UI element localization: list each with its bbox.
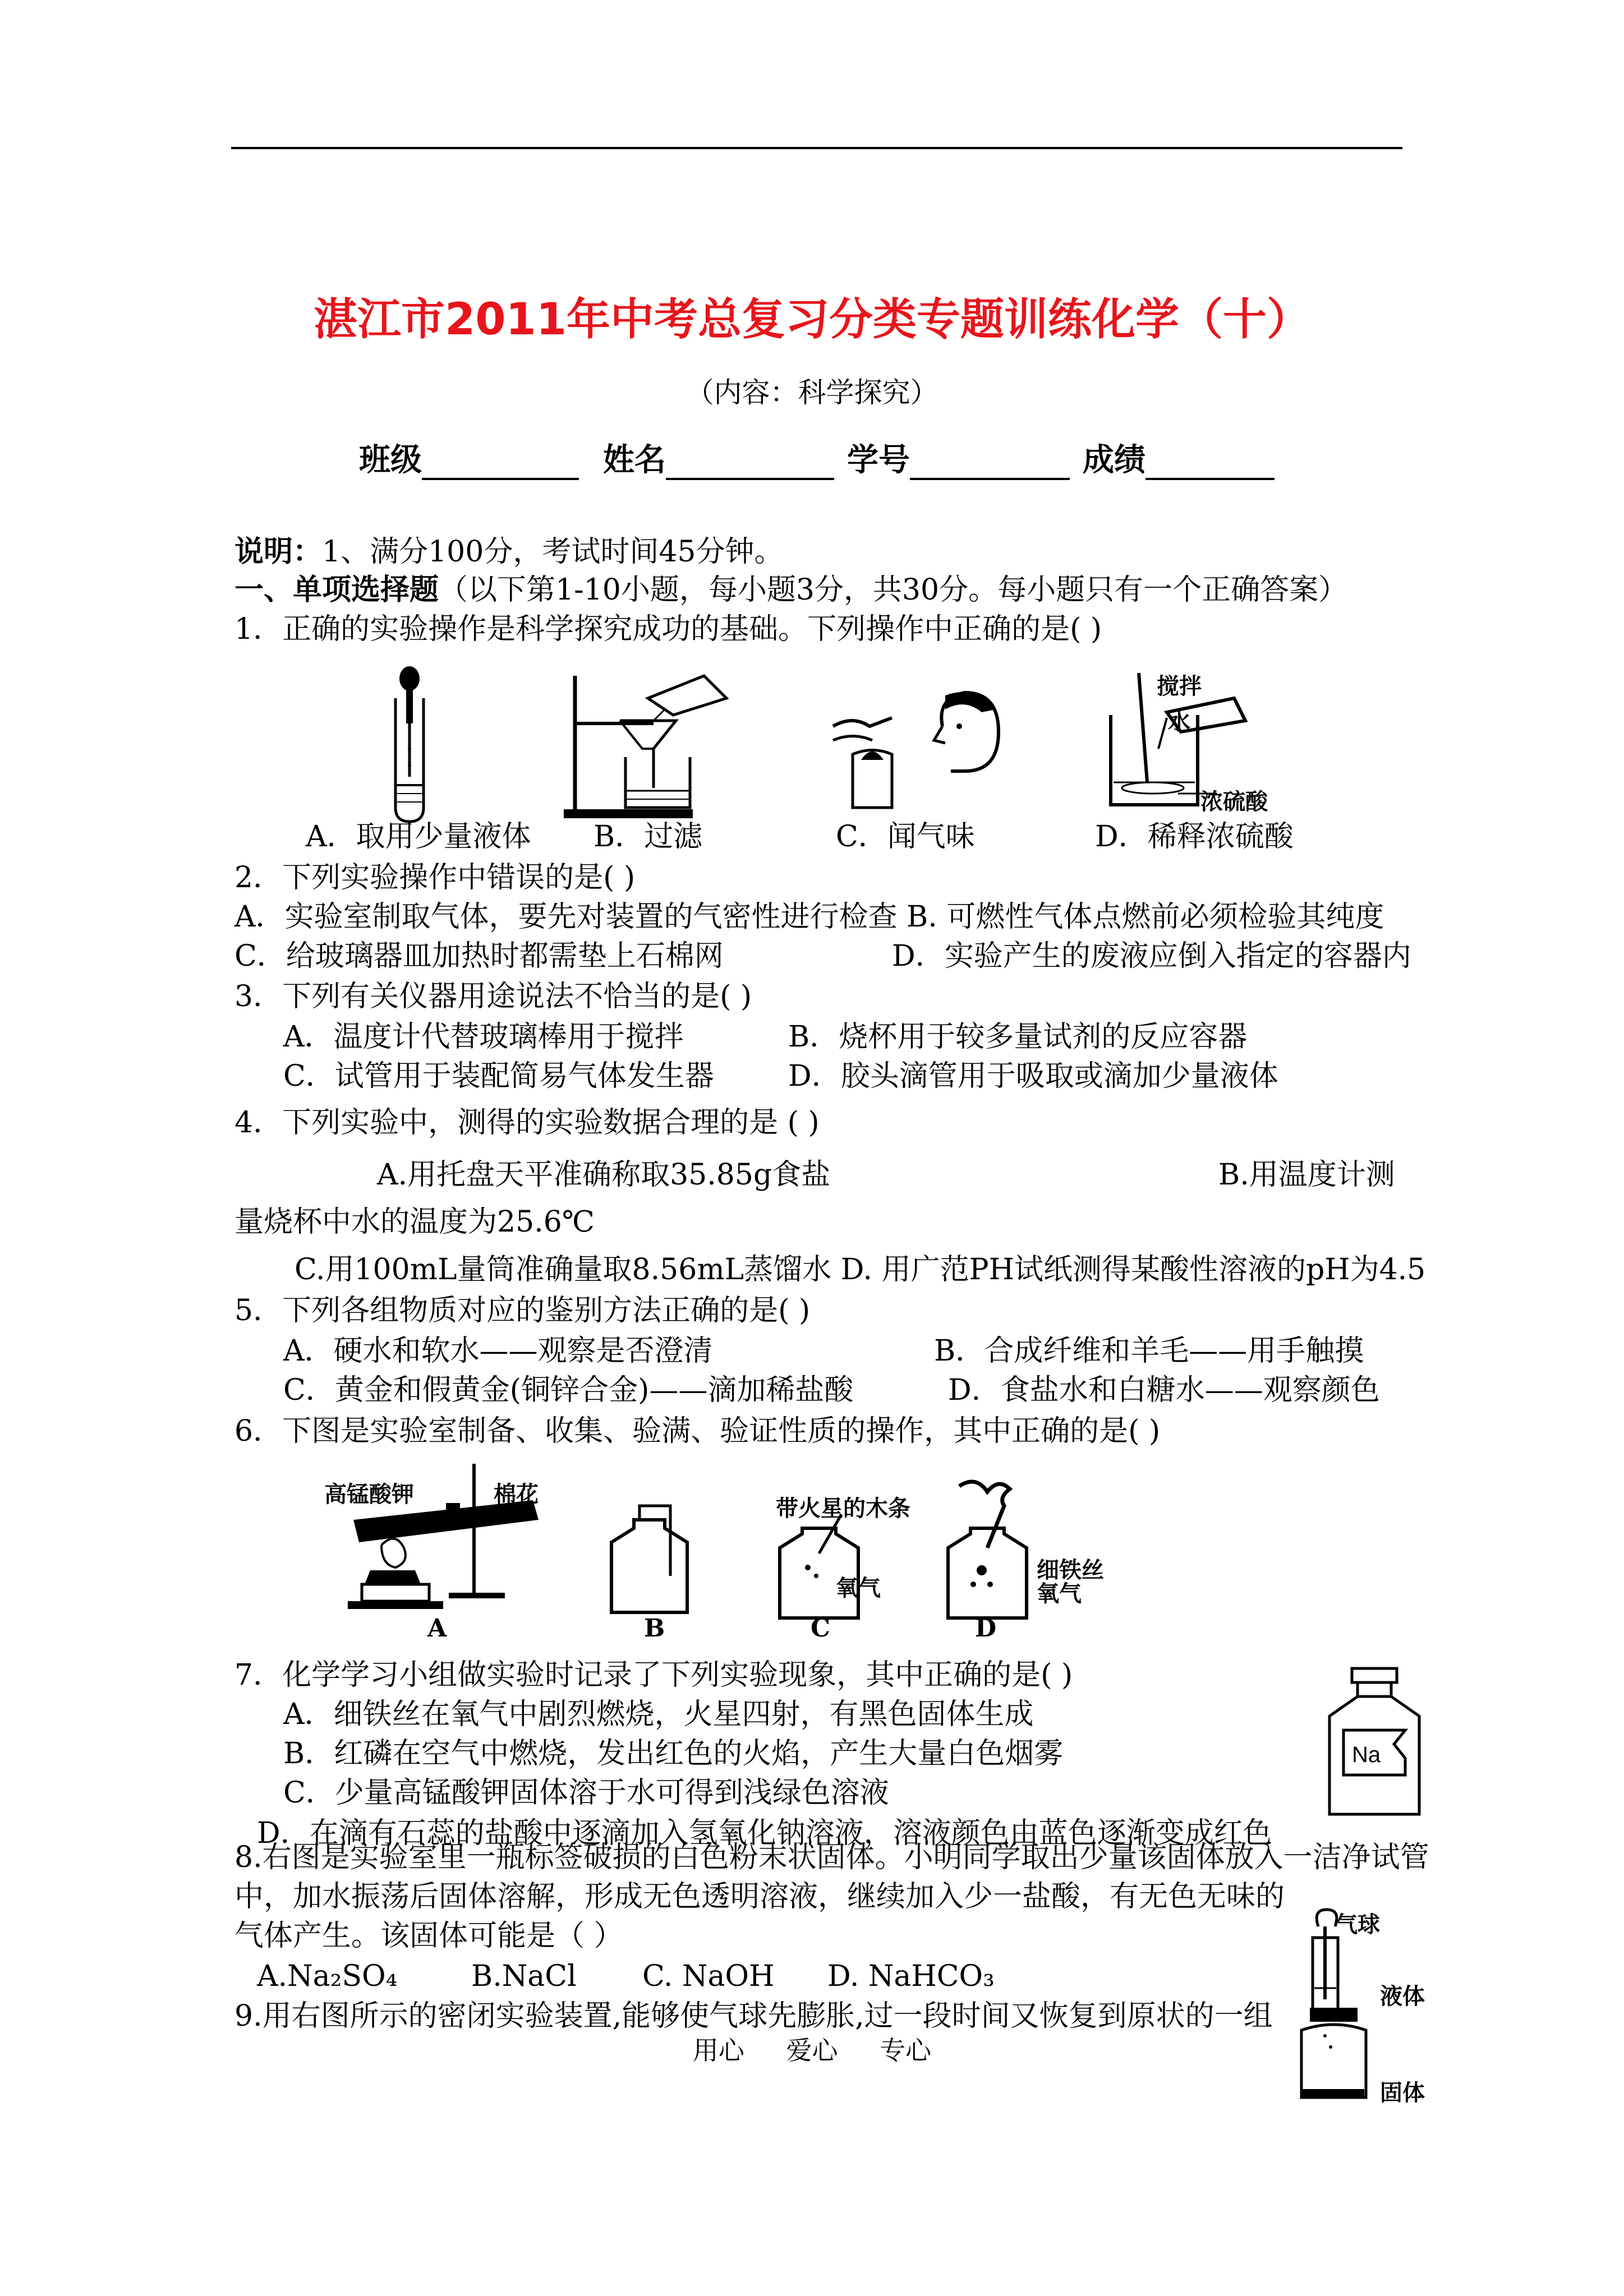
question-5-stem: 5．下列各组物质对应的鉴别方法正确的是( ) (234, 1294, 811, 1327)
q7-option-b[interactable]: B．红磷在空气中燃烧，发出红色的火焰，产生大量白色烟雾 (283, 1737, 1064, 1771)
q3-option-c[interactable]: C．试管用于装配简易气体发生器 (283, 1059, 714, 1093)
q8-option-b[interactable]: B.NaCl (471, 1960, 577, 1993)
q6-letter-d: D (975, 1614, 997, 1643)
q9-label-liquid: 液体 (1380, 1984, 1425, 2009)
q3-option-a[interactable]: A．温度计代替玻璃棒用于搅拌 (283, 1020, 684, 1054)
q6-label-kmno4: 高锰酸钾 (324, 1482, 414, 1507)
question-7-stem: 7．化学学习小组做实验时记录了下列实验现象，其中正确的是( ) (234, 1658, 1073, 1692)
q1-option-c[interactable]: C．闻气味 (836, 820, 975, 854)
q1-figure-c-smelling (830, 687, 1004, 816)
q6-letter-b: B (644, 1614, 665, 1643)
q7-option-a[interactable]: A．细铁丝在氧气中剧烈燃烧，火星四射，有黑色固体生成 (283, 1698, 1034, 1731)
q1-label-stir: 搅拌 (1157, 674, 1202, 699)
instructions-text: 1、满分100分，考试时间45分钟。 (322, 535, 784, 569)
field-number-label: 学号 (847, 442, 910, 478)
q1-option-d[interactable]: D．稀释浓硫酸 (1095, 820, 1294, 854)
field-score-label: 成绩 (1083, 442, 1145, 478)
q8-option-a[interactable]: A.Na₂SO₄ (257, 1960, 398, 1993)
section-label: 一、单项选择题 (234, 573, 439, 607)
q6-label-cotton: 棉花 (494, 1482, 539, 1507)
field-name-label: 姓名 (603, 442, 666, 478)
q1-option-b[interactable]: B．过滤 (594, 820, 703, 854)
q2-option-ab[interactable]: A．实验室制取气体，要先对装置的气密性进行检查 B. 可燃性气体点燃前必须检验其纯度 (234, 900, 1384, 934)
question-6-stem: 6．下图是实验室制备、收集、验满、验证性质的操作，其中正确的是( ) (234, 1414, 1161, 1448)
q8-text-line-1: 8.右图是实验室里一瓶标签破损的白色粉末状固体。小明同学取出少量该固体放入一洁净试管 (234, 1841, 1429, 1874)
q5-option-d[interactable]: D．食盐水和白糖水——观察颜色 (948, 1373, 1380, 1407)
field-score-blank[interactable] (1145, 444, 1275, 480)
q4-option-cd[interactable]: C.用100mL量筒准确量取8.56mL蒸馏水 D. 用广范PH试纸测得某酸性溶液的pH为4.5 (295, 1253, 1426, 1287)
q6-label-splint: 带火星的木条 (776, 1496, 910, 1522)
field-number (847, 435, 1070, 480)
q3-option-b[interactable]: B．烧杯用于较多量试剂的反应容器 (788, 1020, 1248, 1054)
field-name (603, 435, 834, 480)
field-score (1083, 435, 1275, 480)
question-4-stem: 4．下列实验中，测得的实验数据合理的是 ( ) (234, 1106, 820, 1140)
q2-option-c[interactable]: C．给玻璃器皿加热时都需垫上石棉网 (234, 939, 724, 973)
q3-option-d[interactable]: D．胶头滴管用于吸取或滴加少量液体 (788, 1059, 1278, 1093)
q8-reagent-bottle (1324, 1663, 1425, 1820)
q1-figure-b-filtration (564, 665, 732, 822)
q1-label-water: 水 (1168, 709, 1190, 735)
q9-label-balloon: 气球 (1335, 1912, 1380, 1938)
q1-figure-a-dropper (387, 665, 454, 827)
q6-letter-c: C (811, 1614, 831, 1643)
page-footer: 用心 爱心 专心 (692, 2035, 932, 2066)
question-2-stem: 2．下列实验操作中错误的是( ) (234, 861, 636, 895)
q2-option-d[interactable]: D．实验产生的废液应倒入指定的容器内 (892, 939, 1411, 973)
q9-label-solid: 固体 (1380, 2080, 1425, 2106)
question-3-stem: 3．下列有关仪器用途说法不恰当的是( ) (234, 980, 752, 1013)
field-class (359, 435, 579, 480)
q8-option-c[interactable]: C. NaOH (642, 1960, 775, 1993)
q8-bottle-label: Na (1352, 1742, 1381, 1767)
instructions-label: 说明： (234, 535, 323, 569)
instructions (234, 534, 784, 570)
q6-letter-a: A (427, 1614, 447, 1643)
field-number-blank[interactable] (910, 444, 1070, 480)
section-heading (234, 572, 1347, 608)
q5-option-b[interactable]: B．合成纤维和羊毛——用手触摸 (934, 1334, 1364, 1368)
section-text: （以下第1-10小题，每小题3分，共30分。每小题只有一个正确答案） (439, 573, 1348, 607)
q1-option-a[interactable]: A．取用少量液体 (306, 820, 531, 854)
q4-option-b-end[interactable]: 量烧杯中水的温度为25.6℃ (234, 1205, 595, 1239)
q7-option-d[interactable]: D．在滴有石蕊的盐酸中逐滴加入氢氧化钠溶液，溶液颜色由蓝色逐渐变成红色 (257, 1816, 1272, 1850)
q6-label-iron-wire: 细铁丝 (1037, 1557, 1104, 1583)
q8-text-line-2: 中，加水振荡后固体溶解，形成无色透明溶液，继续加入少一盐酸，有无色无味的 (234, 1880, 1285, 1914)
q5-option-a[interactable]: A．硬水和软水——观察是否澄清 (283, 1334, 713, 1368)
q5-option-c[interactable]: C．黄金和假黄金(铜锌合金)——滴加稀盐酸 (283, 1373, 854, 1407)
top-rule (231, 147, 1402, 149)
q4-option-b-start[interactable]: B.用温度计测 (1218, 1158, 1395, 1192)
q1-label-acid: 浓硫酸 (1200, 789, 1268, 815)
question-1-stem: 1．正确的实验操作是科学探究成功的基础。下列操作中正确的是( ) (234, 612, 1102, 646)
q7-option-c[interactable]: C．少量高锰酸钾固体溶于水可得到浅绿色溶液 (283, 1776, 889, 1810)
question-9-stem: 9.用右图所示的密闭实验装置,能够使气球先膨胀,过一段时间又恢复到原状的一组 (234, 1999, 1273, 2033)
q6-label-oxygen-c: 氧气 (836, 1575, 881, 1601)
field-class-blank[interactable] (422, 444, 579, 480)
q8-option-d[interactable]: D. NaHCO₃ (827, 1960, 995, 1993)
q6-label-oxygen-d: 氧气 (1037, 1581, 1082, 1607)
q6-figure-b-collection (603, 1509, 698, 1621)
page-title: 湛江市2011年中考总复习分类专题训练化学（十） (313, 294, 1311, 345)
page-subtitle: （内容：科学探究） (686, 376, 938, 409)
field-name-blank[interactable] (666, 444, 834, 480)
field-class-label: 班级 (359, 442, 422, 478)
q8-text-line-3: 气体产生。该固体可能是（ ） (234, 1919, 623, 1953)
q4-option-a[interactable]: A.用托盘天平准确称取35.85g食盐 (377, 1158, 831, 1192)
